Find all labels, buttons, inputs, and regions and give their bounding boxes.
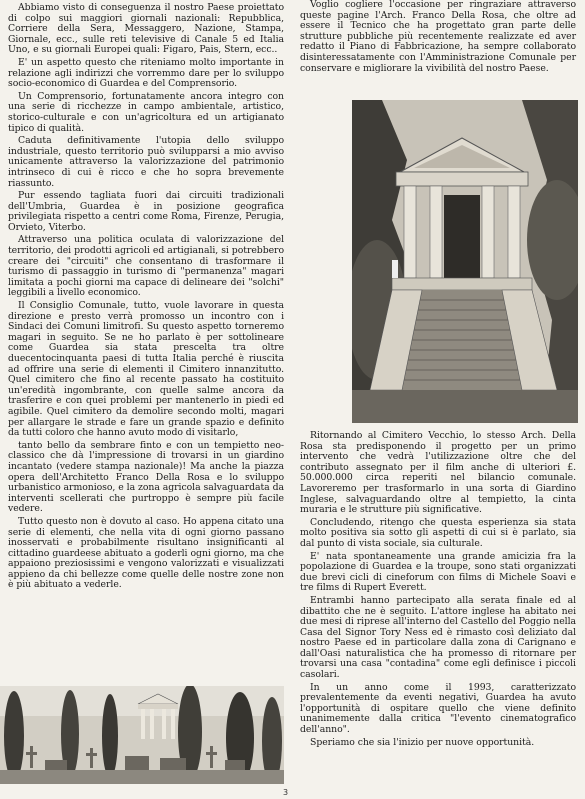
paragraph: E' un aspetto questo che riteniamo molto importante in relazione agli indirizzi che vorremmo dare per lo sviluppo socio-economico di Guardea e del Comprensorio.: [8, 56, 284, 90]
right-column-top: [300, 0, 576, 76]
page-number: 3: [283, 788, 289, 797]
paragraph: Caduta definitivamente l'utopia dello sviluppo industriale, questo territorio può svilupparsi a mio avviso unicamente attraverso la valorizzazione del patrimonio intrinseco di cui è ricco e che ho sopra brevemente riassunto.: [8, 135, 284, 189]
temple-illustration: [352, 100, 578, 423]
temple-photo: [352, 100, 578, 423]
right-column-bottom: [300, 431, 576, 750]
paragraph: Abbiamo visto di conseguenza il nostro Paese proiettato di colpo sui maggiori giornali nazionali: Repubblica, Corriere della Sera, Messaggero, Nazione, Stampa, Giornale, ecc., sulle reti televisive di Canale 5 ed Italia Uno, e su giornali Europei quali: Figaro, Pais, Stern, ecc..: [8, 2, 284, 56]
left-column: [8, 0, 284, 593]
paragraph: Ritornando al Cimitero Vecchio, lo stesso Arch. Della Rosa sta predisponendo il progetto per un primo intervento che vedrà l'utilizzazione oltre che del contributo assegnato per il film anche di ulteriori £. 50.000.000 circa reperiti nel bilancio comunale. Lavoreremo per trasformarlo in una sorta di Giardino Inglese, salvaguardando oltre al tempietto, la cinta muraria e le strutture più significative.: [300, 430, 576, 516]
paragraph: Speriamo che sia l'inizio per nuove opportunità.: [310, 736, 535, 748]
paragraph: Tutto questo non è dovuto al caso. Ho appena citato una serie di elementi, che nella vita di ogni giorno passano inosservati e probabilmente risultano insignificanti al cittadino guardeese abituato a goderli ogni giorno, ma che appaiono preziosissimi e vengono valorizzati e visualizzati appieno da chi bellezze come quelle delle nostre zone non è più abituato a vederle.: [8, 515, 284, 591]
paragraph: Attraverso una politica oculata di valorizzazione del territorio, dei prodotti agricoli ed artigianali, si potrebbero creare dei "circuiti" che consentano di trasformare il turismo di passaggio in turismo di "permanenza" magari limitata a pochi giorni ma capace di delineare dei "solchi" leggibili a livello economico.: [8, 234, 284, 299]
cemetery-photo: [0, 686, 284, 784]
paragraph: Voglio cogliere l'occasione per ringraziare attraverso queste pagine l'Arch. Franco Della Rosa, che oltre ad essere il Tecnico che ha progettato gran parte delle strutture pubbliche più recentemente realizzate ed aver redatto il Piano di Fabbricazione, ha sempre collaborato disinteressatamente con l'Amministrazione Comunale per conservare e migliorare la vivibilità del nostro Paese.: [300, 0, 576, 74]
cemetery-illustration: [0, 686, 284, 784]
paragraph: In un anno come il 1993, caratterizzato prevalentemente da eventi negativi, Guardea ha avuto l'opportunità di ospitare quello che viene definito unanimemente dalla critica "l'evento cinematografico dell'anno".: [300, 681, 576, 736]
paragraph: E' nata spontaneamente una grande amicizia fra la popolazione di Guardea e la troupe, sono stati organizzati due brevi cicli di cineforum con films di Michele Soavi e tre films di Rupert Everett.: [300, 550, 576, 594]
paragraph: Il Consiglio Comunale, tutto, vuole lavorare in questa direzione e presto verrà promosso un incontro con i Sindaci dei Comuni limitrofi. Su questo aspetto torneremo magari in seguito. Se ne ho parlato è per sottolineare come Guardea sia stata prescelta tra oltre duecentocinquanta paesi di tutta Italia perché è riuscita ad offrire una serie di elementi il Cimitero innanzitutto. Quel cimitero che fino al recente passato ha costituito un'eredità ingombrante, con quelle salme ancora da trasferire e con quei problemi per mantenerlo in piedi ed agibile. Quel cimitero da demolire secondo molti, magari per allargare le strade e fare un grande spazio e definito da tutti coloro che hanno avuto modo di visitarlo,: [8, 300, 284, 439]
paragraph: Un Comprensorio, fortunatamente ancora integro con una serie di ricchezze in campo ambientale, artistico, storico-culturale e con un'agricoltura ed un artigianato tipico di qualità.: [8, 90, 284, 134]
paragraph: Pur essendo tagliata fuori dai circuiti tradizionali dell'Umbria, Guardea è in posizione geografica privilegiata rispetto a centri come Roma, Firenze, Perugia, Orvieto, Viterbo.: [8, 190, 284, 233]
paragraph: Entrambi hanno partecipato alla serata finale ed al dibattito che ne è seguito. L'attore inglese ha abitato nei due mesi di riprese all'interno del Castello del Poggio nella Casa del Signor Tory Ness ed è rimasto così deliziato dal nostro Paese ed in particolare dalla zona di Carignano e dall'Oasi naturalistica che ha promesso di ritornare per trovarsi una casa "contadina" come egli definisce i piccoli casolari.: [300, 594, 576, 681]
paragraph: tanto bello da sembrare finto e con un tempietto neo-classico che dà l'impressione di trovarsi in un giardino incantato (vedere stampa nazionale)! Ma anche la piazza opera dell'Architetto Franco Della Rosa e lo sviluppo urbanistico armonioso, e la zona agricola salvaguardata da interventi scellerati che purtroppo è sempre più facile vedere.: [8, 439, 284, 515]
paragraph: Concludendo, ritengo che questa esperienza sia stata molto positiva sia sotto gli aspetti di cui si è parlato, sia dal punto di vista sociale, sia culturale.: [300, 516, 576, 549]
